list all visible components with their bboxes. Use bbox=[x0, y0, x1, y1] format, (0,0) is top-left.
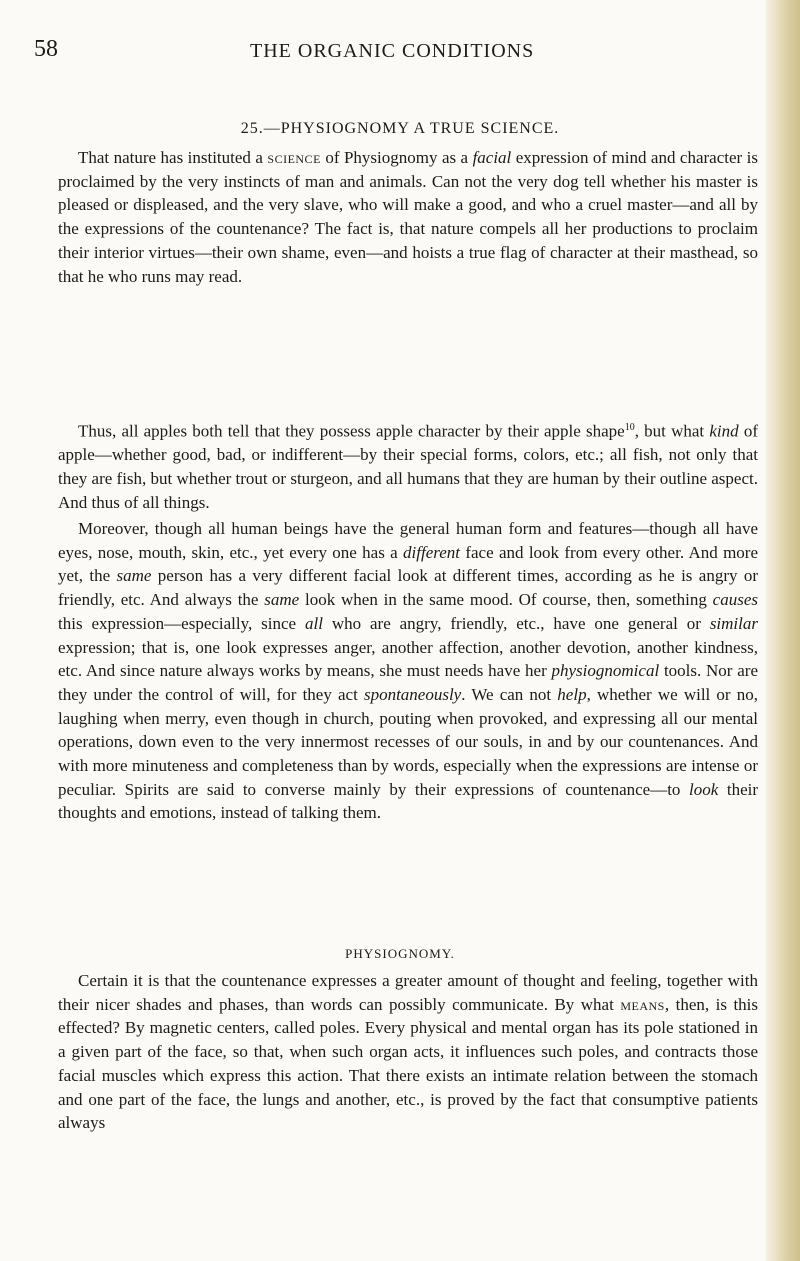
running-title: THE ORGANIC CONDITIONS bbox=[250, 40, 535, 62]
footnote-ref: 10 bbox=[624, 422, 635, 433]
page-number: 58 bbox=[34, 36, 58, 62]
paragraph-2: Thus, all apples both tell that they possess apple character by their apple shape$^{10}$, but what kind of apple—whether good, bad, or indifferent—by their special forms, colors, etc.; all fish, not only that they are fish, but whether trout or sturgeon, and all humans that they are human by their outline aspect. And thus of all things. bbox=[58, 421, 758, 512]
paragraph-4: Certain it is that the countenance expresses a greater amount of thought and feeling, together with their nicer shades and phases, than words can possibly communicate. By what means, then, is this effected? By magnetic centers, called poles. Every physical and mental organ has its pole stationed in a given part of the face, so that, when such organ acts, it influences such poles, and contracts those facial muscles which express this action. That there exists an intimate relation between the stomach and one part of the face, the lungs and another, etc., is proved by the fact that consumptive patients always bbox=[58, 971, 759, 1133]
page-header bbox=[34, 36, 754, 76]
paragraph-3: Moreover, though all human beings have the general human form and features—though all have eyes, nose, mouth, skin, etc., yet every one has a different face and look from every other. And more yet, the same person has a very different facial look at different times, according as he is angry or friendly, etc. And always the same look when in the same mood. Of course, then, something causes this expression—especially, since all who are angry, friendly, etc., have one general or similar expression; that is, one look expresses anger, another affection, another devotion, another kindness, etc. And since nature always works by means, she must needs have her physiognomical tools. Nor are they under the control of will, for they act spontaneously. We can not help, whether we will or no, laughing when merry, even though in church, pouting when provoked, and expressing all our mental operations, down even to the very innermost recesses of our souls, in and by our countenances. And with more minuteness and completeness than by words, especially when the expressions are intense or peculiar. Spirits are said to converse mainly by their expressions of countenance—to look their thoughts and emotions, instead of talking them. bbox=[58, 519, 758, 823]
subsection-title: PHYSIOGNOMY. bbox=[345, 946, 455, 961]
page-edge-shadow bbox=[766, 0, 800, 1261]
paragraph-1: That nature has instituted a science of Physiognomy as a facial expression of mind and character is proclaimed by the very instincts of man and animals. Can not the very dog tell whether his master is pleased or displeased, and the very slave, who will make a good, and who a cruel master—and all by the expressions of the countenance? The fact is, that nature compels all her productions to proclaim their interior virtues—their own shame, even—and hoists a true flag of character at their masthead, so that he who runs may read. bbox=[58, 148, 758, 286]
section-title: 25.—PHYSIOGNOMY A TRUE SCIENCE. bbox=[240, 120, 560, 137]
